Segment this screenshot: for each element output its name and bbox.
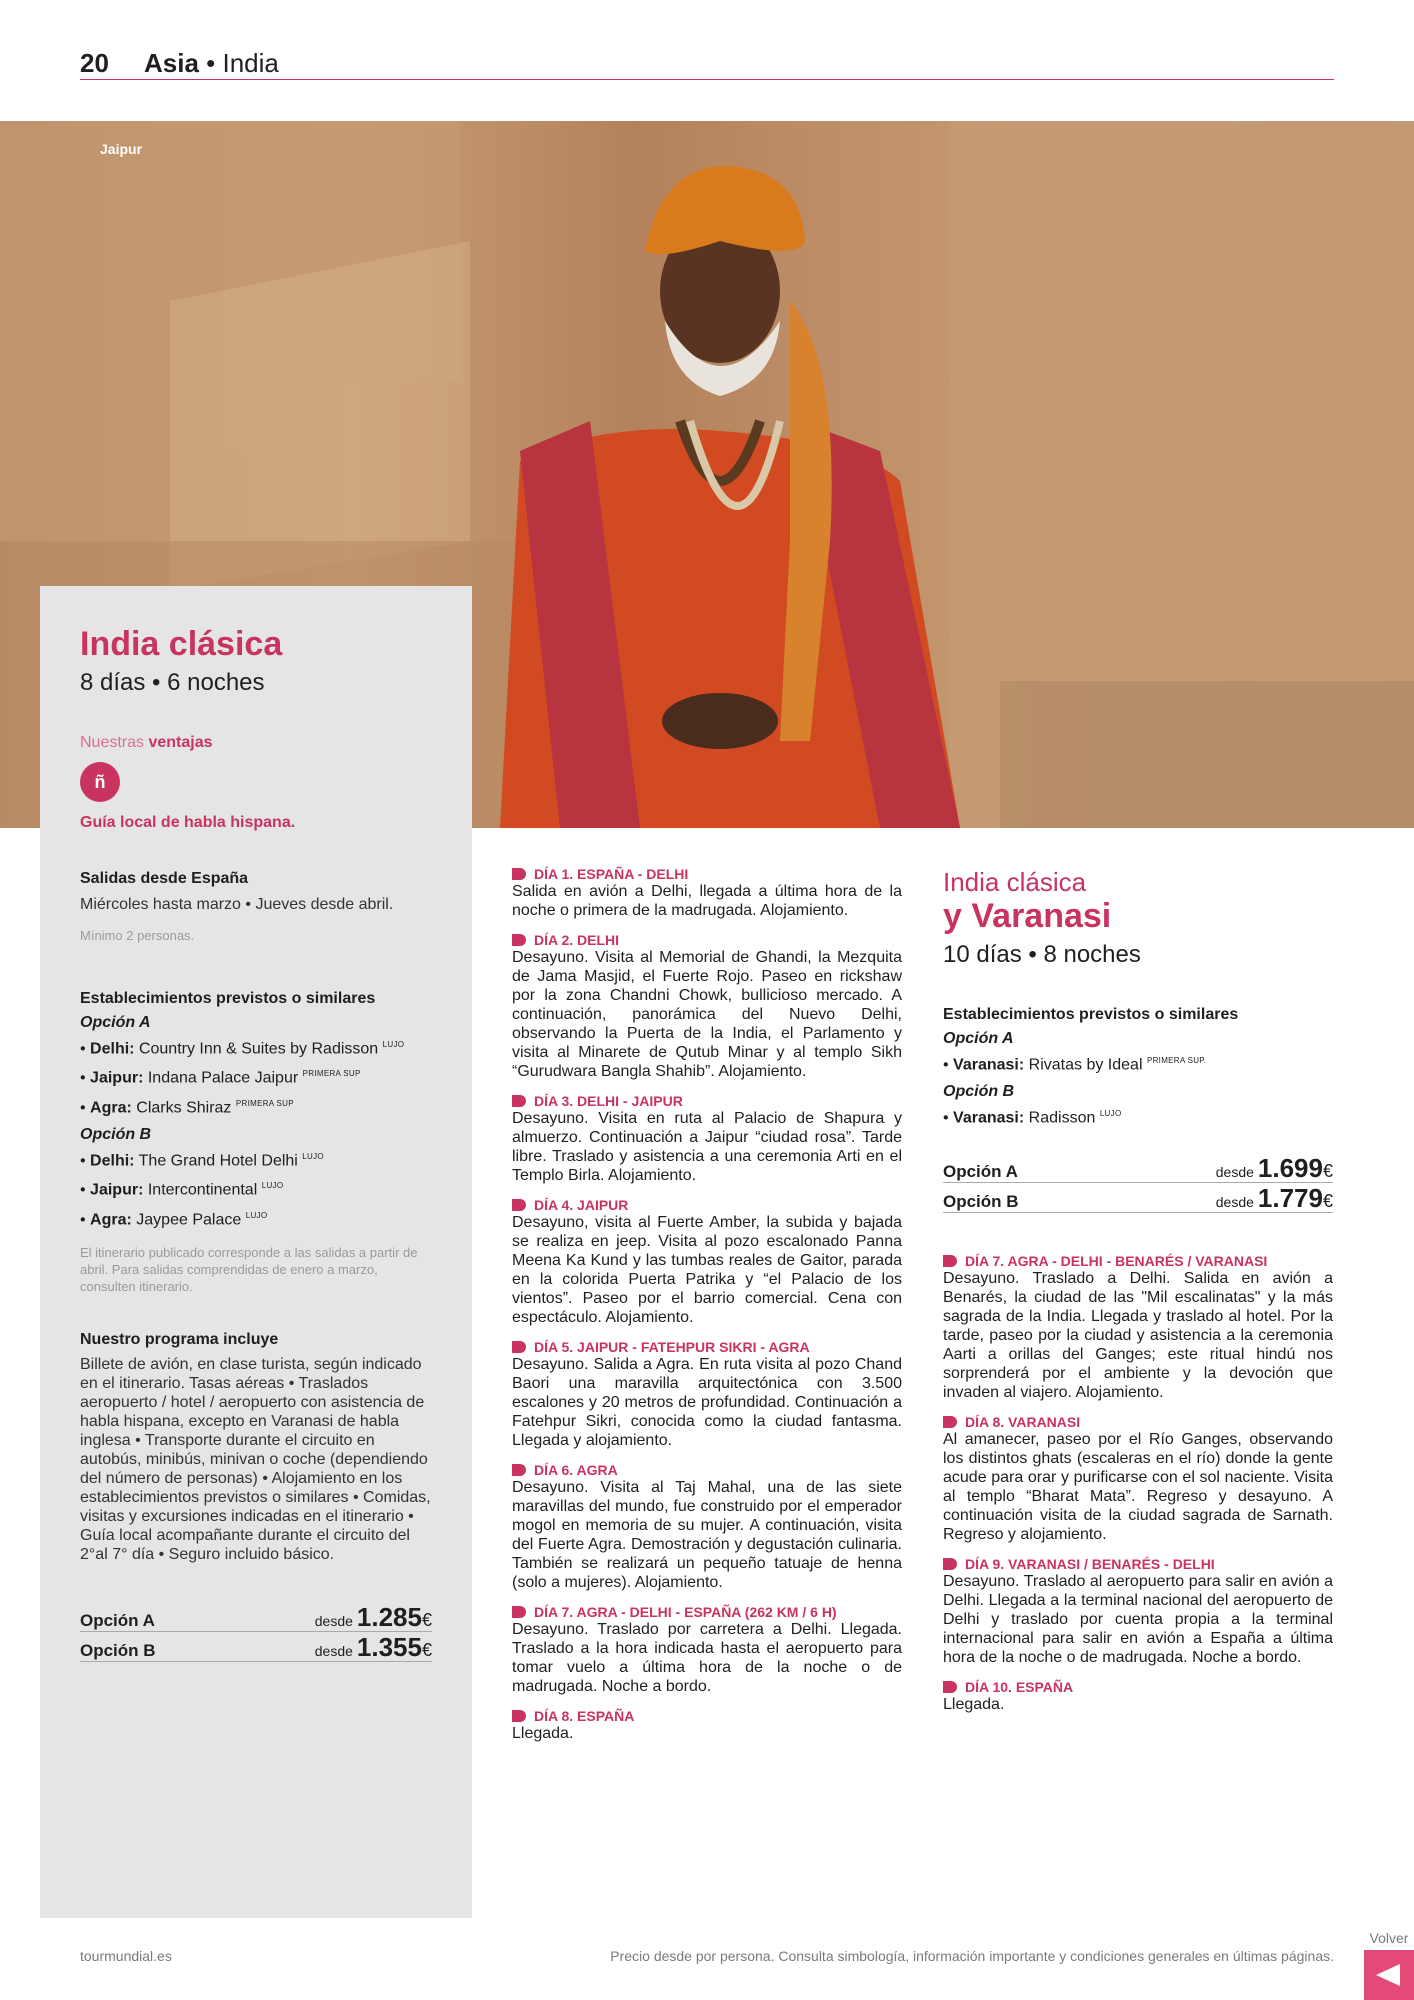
itinerary-classic (512, 866, 902, 1743)
includes-text: Billete de avión, en clase turista, según indicado en el itinerario. Tasas aéreas • Traslados aeropuerto / hotel / aeropuerto con asistencia de habla hispana, excepto en Varanasi de habla inglesa • Transporte durante el circuito en autobús, minibús, minivan o coche (dependiendo del número de personas) • Alojamiento en los establecimientos previstos o similares • Comidas, visitas y excursiones indicadas en el itinerario • Guía local acompañante durante el circuito del 2°al 7° día • Seguro incluido básico. (80, 1355, 431, 1563)
varanasi-price-table (943, 1153, 1333, 1213)
hotels-title: Establecimientos previstos o similares (80, 990, 376, 1007)
page-header (80, 46, 1334, 80)
trip-duration: 8 días • 6 noches (80, 669, 265, 696)
day-text: Al amanecer, paseo por el Río Ganges, observando los distintos ghats (escaleras en el río) donde la gente acude para orar y purificarse con el sol naciente. Visita al templo “Bharat Mata”. Regreso y desayuno. A continuación visita de la ciudad sagrada de Sarnath. Regreso y alojamiento. (943, 1430, 1333, 1543)
breadcrumb (144, 48, 279, 79)
day-heading: DÍA 6. AGRA (512, 1462, 902, 1478)
day-text: Salida en avión a Delhi, llegada a última hora de la noche o primera de la madrugada. Alojamiento. (512, 883, 902, 919)
itinerary-note: El itinerario publicado corresponde a las salidas a partir de abril. Para salidas comprendidas de enero a marzo, consulten itinerario. (80, 1244, 418, 1294)
varanasi-option-a-title: Opción A (943, 1030, 1014, 1047)
hotel-item: • Varanasi: Radisson $^{LUJO}$ (943, 1109, 1122, 1127)
arrow-icon (512, 1095, 526, 1107)
arrow-icon (512, 934, 526, 946)
day-text: Llegada. (512, 1725, 574, 1742)
trip-title: India clásica (80, 625, 283, 663)
departures-title: Salidas desde España (80, 870, 249, 887)
day-heading: DÍA 7. AGRA - DELHI - ESPAÑA (262 KM / 6 H) (512, 1604, 902, 1620)
spanish-guide-icon: ñ (80, 762, 120, 802)
price-row: Opción B desde 1.355€ (80, 1631, 432, 1662)
day-heading: DÍA 8. VARANASI (943, 1414, 1333, 1430)
day-heading: DÍA 2. DELHI (512, 932, 902, 948)
hotel-item: • Varanasi: Rivatas by Ideal $^{PRIMERA SUP.}$ (943, 1056, 1207, 1074)
price-row: Opción A desde 1.699€ (943, 1152, 1333, 1183)
option-b-title: Opción B (80, 1125, 152, 1143)
day-heading: DÍA 10. ESPAÑA (943, 1679, 1333, 1695)
hotel-item: • Agra: Jaypee Palace $^{LUJO}$ (80, 1210, 268, 1228)
arrow-icon (943, 1681, 957, 1693)
hotel-item: • Agra: Clarks Shiraz $^{PRIMERA SUP}$ (80, 1098, 294, 1116)
day-heading: DÍA 3. DELHI - JAIPUR (512, 1093, 902, 1109)
departures-text: Miércoles hasta marzo • Jueves desde abril. (80, 896, 394, 913)
day-heading: DÍA 8. ESPAÑA (512, 1708, 902, 1724)
hotel-item: • Delhi: The Grand Hotel Delhi $^{LUJO}$ (80, 1151, 324, 1170)
day-text: Desayuno. Salida a Agra. En ruta visita al pozo Chand Baori una maravilla arquitectónica con 3.500 escalones y 20 metros de profundidad. Continuación a Fatehpur Sikri, conocida como la ciudad fantasma. Llegada y alojamiento. (512, 1356, 902, 1449)
photo-caption: Jaipur (100, 141, 143, 157)
day-heading: DÍA 1. ESPAÑA - DELHI (512, 866, 902, 882)
breadcrumb-country: India (222, 48, 279, 78)
site-url[interactable]: tourmundial.es (80, 1948, 172, 1964)
hotel-item: • Delhi: Country Inn & Suites by Radisson $^{LUJO}$ (80, 1040, 405, 1058)
varanasi-option-b-title: Opción B (943, 1083, 1015, 1101)
day-heading: DÍA 7. AGRA - DELHI - BENARÉS / VARANASI (943, 1253, 1333, 1269)
day-text: Desayuno, visita al Fuerte Amber, la subida y bajada se realiza en jeep. Visita al pozo escalonado Panna Meena Ka Kund y las tumbas reales de Gaitor, parada en la colorida Puerta Patrika y “el Palacio de los vientos”. Paseo por el barrio comercial. Cena con espectáculo. Alojamiento. (512, 1214, 902, 1326)
hotel-item: • Jaipur: Intercontinental $^{LUJO}$ (80, 1181, 284, 1199)
day-heading: DÍA 5. JAIPUR - FATEHPUR SIKRI - AGRA (512, 1339, 902, 1355)
arrow-icon (512, 1341, 526, 1353)
advantage-text: Guía local de habla hispana. (80, 814, 296, 831)
price-row: Opción B desde 1.779€ (943, 1182, 1333, 1213)
varanasi-block (943, 866, 1333, 1714)
advantages-heading: Nuestras ventajas (80, 734, 213, 751)
day-heading: DÍA 9. VARANASI / BENARÉS - DELHI (943, 1556, 1333, 1572)
day-text: Desayuno. Traslado por carretera a Delhi. Llegada. Traslado a la hora indicada hasta el aeropuerto para tomar vuelo a última hora de la noche o de madrugada. Noche a bordo. (512, 1621, 902, 1695)
itinerary-varanasi (943, 1253, 1333, 1714)
price-row: Opción A desde 1.285€ (80, 1601, 432, 1632)
arrow-icon (512, 1606, 526, 1618)
day-text: Desayuno. Visita al Taj Mahal, una de las siete maravillas del mundo, fue construido por el emperador mogol en memoria de su mujer. A continuación, visita del Fuerte Agra. Demostración y degustación culinaria. También se realizará un pequeño tatuaje de henna (solo a mujeres). Alojamiento. (512, 1479, 902, 1591)
breadcrumb-region: Asia (144, 48, 199, 78)
sidebar-panel (40, 586, 472, 1918)
min-people-note: Mínimo 2 personas. (80, 928, 195, 943)
option-b-hotels (80, 1144, 432, 1232)
includes-title: Nuestro programa incluye (80, 1330, 279, 1348)
day-text: Desayuno. Visita en ruta al Palacio de Shapura y almuerzo. Continuación a Jaipur “ciudad rosa”. Tarde libre. Traslado y asistencia a una ceremonia Arti en el Templo Birla. Alojamiento. (512, 1110, 902, 1184)
price-table (80, 1602, 432, 1662)
arrow-icon (512, 1464, 526, 1476)
arrow-icon (512, 868, 526, 880)
day-text: Desayuno. Traslado al aeropuerto para salir en avión a Delhi. Llegada a la terminal nacional del aeropuerto de Delhi y traslado por cuenta propia a la terminal internacional para salir en avión a España a última hora de la noche o de madrugada. Noche a bordo. (943, 1572, 1333, 1666)
option-a-title: Opción A (80, 1014, 151, 1031)
arrow-icon (943, 1255, 957, 1267)
back-label: Volver (1369, 1930, 1409, 1946)
option-a-hotels (80, 1032, 432, 1120)
hotel-item: • Jaipur: Indana Palace Jaipur $^{PRIMERA SUP}$ (80, 1069, 361, 1087)
day-text: Desayuno. Traslado a Delhi. Salida en avión a Benarés, la ciudad de las "Mil escalinatas" y la más sagrada de la India. Llegada y traslado al hotel. Por la tarde, paseo por la ciudad y asistencia a la ceremonia Aarti a orillas del Ganges; este ritual hindú nos sorprenderá por el ambiente y la devoción que invaden al viajero. Alojamiento. (943, 1269, 1333, 1401)
back-button[interactable] (1364, 1930, 1414, 2000)
arrow-icon (943, 1558, 957, 1570)
arrow-icon (943, 1416, 957, 1428)
arrow-icon (512, 1199, 526, 1211)
varanasi-title-line2: y Varanasi (943, 897, 1112, 935)
day-heading: DÍA 4. JAIPUR (512, 1197, 902, 1213)
breadcrumb-separator: • (206, 48, 216, 78)
page-number: 20 (80, 48, 109, 78)
day-text: Llegada. (943, 1695, 1005, 1713)
back-arrow-icon[interactable] (1364, 1950, 1414, 2000)
varanasi-hotels-title: Establecimientos previstos o similares (943, 1006, 1239, 1023)
day-text: Desayuno. Visita al Memorial de Ghandi, la Mezquita de Jama Masjid, el Fuerte Rojo. Paseo en rickshaw por la zona Chandni Chowk, bullicioso mercado. A continuación, panorámica del Nuevo Delhi, observando la Puerta de la India, el Parlamento y visita al Minarete de Qutub Minar y al templo Sikh “Gurudwara Bangla Shahib”. Alojamiento. (512, 949, 902, 1080)
varanasi-duration: 10 días • 8 noches (943, 941, 1141, 968)
footer-note: Precio desde por persona. Consulta simbología, información importante y condiciones generales en últimas páginas. (610, 1948, 1334, 1964)
varanasi-title-line1: India clásica (943, 867, 1087, 897)
arrow-icon (512, 1710, 526, 1722)
